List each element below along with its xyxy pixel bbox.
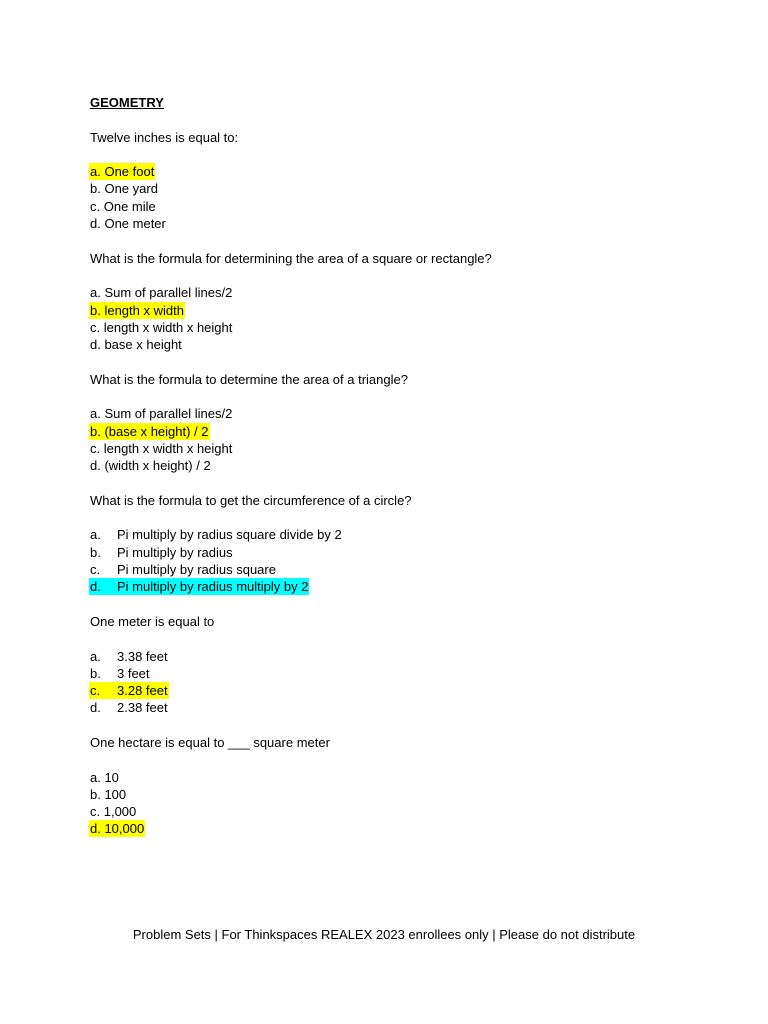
question-3: What is the formula to determine the area of a triangle?: [90, 371, 408, 387]
option-text: Pi multiply by radius: [117, 544, 233, 560]
option-text: 3 feet: [117, 665, 150, 681]
highlighted-answer: b. (base x height) / 2: [90, 423, 209, 439]
q2-option-c: c. length x width x height: [90, 319, 233, 335]
option-text: 2.38 feet: [117, 700, 168, 716]
document-body: [90, 94, 730, 838]
q5-option-b: [90, 665, 730, 682]
q2-option-b: [90, 302, 730, 319]
option-text: 3.28 feet: [117, 683, 168, 699]
q1-option-b: b. One yard: [90, 181, 158, 197]
q6-option-a: a. 10: [90, 769, 119, 785]
q5-option-a: [90, 648, 730, 665]
q5-option-c: [90, 682, 730, 699]
q3-option-d: d. (width x height) / 2: [90, 458, 211, 474]
question-5: One meter is equal to: [90, 613, 215, 629]
option-text: Pi multiply by radius multiply by 2: [117, 579, 309, 595]
option-label: d.: [90, 700, 101, 716]
option-label: b.: [90, 665, 101, 681]
option-label: a.: [90, 648, 101, 664]
option-label: a.: [90, 527, 101, 543]
option-text: 3.38 feet: [117, 648, 168, 664]
q5-option-d: [90, 699, 730, 716]
q3-option-c: c. length x width x height: [90, 440, 233, 456]
question-6: One hectare is equal to ___ square meter: [90, 734, 330, 750]
q2-option-a: a. Sum of parallel lines/2: [90, 285, 233, 301]
question-1: Twelve inches is equal to:: [90, 129, 239, 145]
page-footer: Problem Sets | For Thinkspaces REALEX 2023 enrollees only | Please do not distribute: [132, 927, 636, 942]
q4-option-b: [90, 544, 730, 561]
option-label: d.: [90, 579, 101, 595]
q6-option-c: c. 1,000: [90, 804, 137, 820]
option-label: c.: [90, 683, 101, 699]
highlighted-answer: d. 10,000: [90, 821, 145, 837]
option-label: c.: [90, 562, 101, 578]
q4-option-c: [90, 561, 730, 578]
q4-option-d: [90, 578, 730, 595]
q1-option-c: c. One mile: [90, 198, 156, 214]
q3-option-b: [90, 423, 730, 440]
option-text: Pi multiply by radius square divide by 2: [117, 527, 342, 543]
q1-option-a: [90, 163, 730, 180]
q2-option-d: d. base x height: [90, 337, 182, 353]
q3-option-a: a. Sum of parallel lines/2: [90, 406, 233, 422]
option-label: b.: [90, 544, 101, 560]
page-title: GEOMETRY: [90, 95, 164, 110]
q6-option-d: [90, 820, 730, 837]
q1-option-d: d. One meter: [90, 216, 166, 232]
option-text: Pi multiply by radius square: [117, 562, 276, 578]
highlighted-answer: b. length x width: [90, 302, 184, 318]
question-2: What is the formula for determining the area of a square or rectangle?: [90, 250, 492, 266]
highlighted-answer: a. One foot: [90, 164, 155, 180]
question-4: What is the formula to get the circumference of a circle?: [90, 492, 412, 508]
highlighted-answer: [89, 578, 309, 595]
q6-option-b: b. 100: [90, 786, 127, 802]
highlighted-answer: [89, 682, 169, 699]
q4-option-a: [90, 526, 730, 543]
